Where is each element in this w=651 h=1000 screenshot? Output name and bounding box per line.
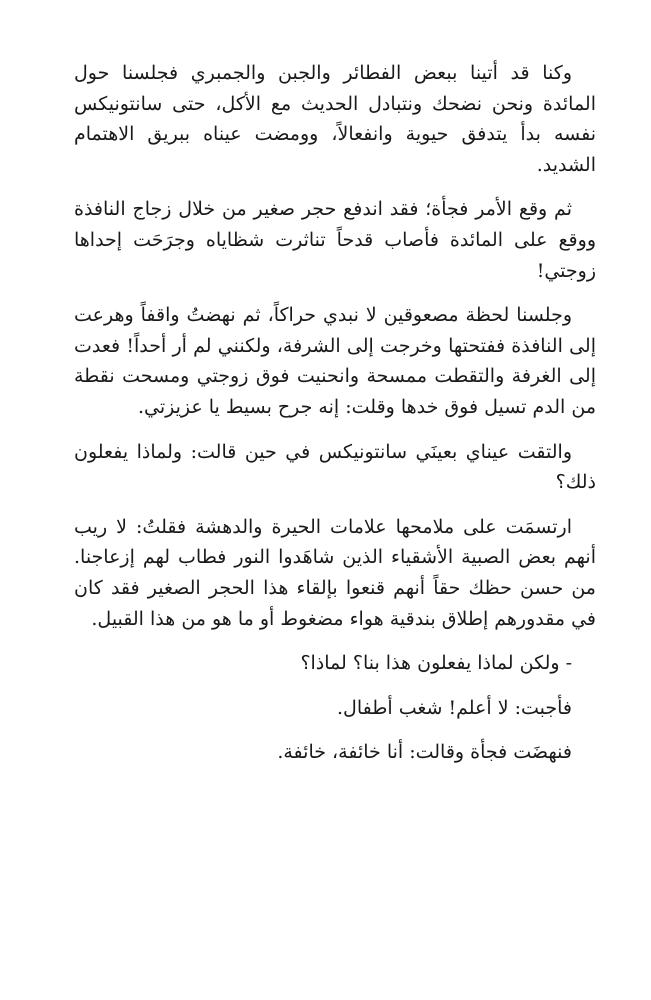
paragraph-stone: ثم وقع الأمر فجأة؛ فقد اندفع حجر صغير من خلال زجاج النافذة ووقع على المائدة فأصاب قدحاً تناثرت شظاياه وجرَحَت إحداها زوجتي! (74, 198, 596, 282)
paragraph-eyes: والتقت عيناي بعينَي سانتونيكس في حين قالت: ولماذا يفعلون ذلك؟ (74, 440, 596, 494)
paragraph-meal: وكنا قد أتينا ببعض الفطائر والجبن والجمبري فجلسنا حول المائدة ونحن نضحك ونتبادل الحديث مع الأكل، حتى سانتونيكس نفسه بدأ يتدفق حيوية وانفعالاً، وومضت عيناه ببريق الاهتمام الشديد. (74, 62, 596, 176)
paragraph-window: وجلسنا لحظة مصعوقين لا نبدي حراكاً، ثم نهضتُ واقفاً وهرعت إلى النافذة ففتحتها وخرجت إلى الشرفة، ولكنني لم أر أحداً! فعدت إلى الغرفة والتقطت ممسحة وانحنيت فوق زوجتي ومسحت نقطة من الدم تسيل فوق خدها وقلت: إنه جرح بسيط يا عزيزتي. (74, 304, 596, 418)
book-page (74, 58, 596, 768)
dialogue-line-answer: فأجبت: لا أعلم! شغب أطفال. (337, 696, 572, 719)
paragraph-explanation: ارتسمَت على ملامحها علامات الحيرة والدهشة فقلتُ: لا ريب أنهم بعض الصبية الأشقياء الذين شاهَدوا النور فطاب لهم إزعاجنا. من حسن حظك حقاً أنهم قنعوا بإلقاء هذا الحجر الصغير فقد كان في مقدورهم إطلاق بندقية هواء مضغوط أو ما هو من هذا القبيل. (74, 515, 596, 630)
dialogue-line-afraid: فنهضَت فجأة وقالت: أنا خائفة، خائفة. (277, 741, 572, 764)
dialogue-line-why: - ولكن لماذا يفعلون هذا بنا؟ لماذا؟ (300, 652, 572, 675)
